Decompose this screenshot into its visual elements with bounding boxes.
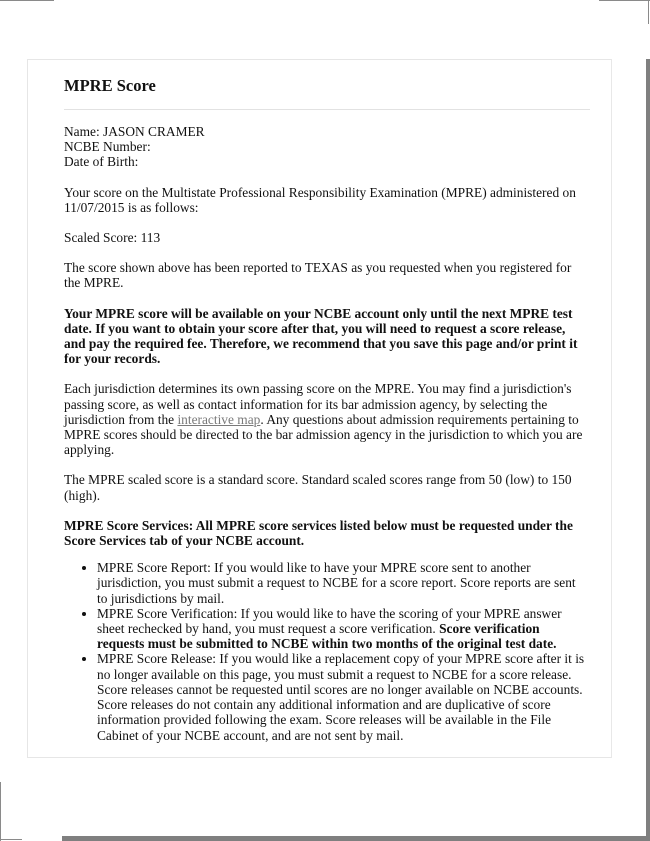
candidate-name: Name: JASON CRAMER bbox=[64, 124, 205, 139]
score-intro: Your score on the Multistate Professional Responsibility Examination (MPRE) administered on 11/07/2015 is as follows: bbox=[64, 184, 576, 215]
scan-edge bbox=[0, 0, 54, 1]
candidate-info bbox=[64, 124, 586, 170]
score-reported: The score shown above has been reported to TEXAS as you requested when you registered for the MPRE. bbox=[64, 260, 572, 291]
score-content bbox=[64, 76, 586, 743]
services-heading: MPRE Score Services: All MPRE score services listed below must be requested under the Score Services tab of your NCBE account. bbox=[64, 517, 573, 549]
services-list bbox=[64, 560, 586, 742]
service-score-report: • MPRE Score Report: If you would like to have your MPRE score sent to another jurisdiction, you must submit a request to NCBE for a score report. Score reports are sent to jurisdictions by mail. bbox=[97, 560, 586, 606]
jurisdiction-text: Each jurisdiction determines its own passing score on the MPRE. You may find a jurisdiction's passing score, as well as contact information for its bar admission agency, by selecting the jurisdiction from the bbox=[64, 381, 572, 427]
availability-notice: Your MPRE score will be available on your NCBE account only until the next MPRE test date. If you want to obtain your score after that, you will need to request a score release, and pay the required fee. Therefore, we recommend that you save this page and/or print it for your records. bbox=[64, 305, 578, 367]
jurisdiction-info bbox=[64, 381, 586, 457]
page-shadow bbox=[646, 59, 650, 841]
page-shadow bbox=[62, 836, 650, 841]
service-score-verification: • MPRE Score Verification: If you would like to have the scoring of your MPRE answer sheet rechecked by hand, you must request a score verification. Score verification requests must be submitted to NCBE within two months of the original test date. bbox=[97, 606, 586, 652]
date-of-birth: Date of Birth: bbox=[64, 154, 139, 170]
scan-edge bbox=[0, 782, 1, 841]
scan-edge bbox=[648, 0, 649, 24]
jurisdiction-text-after: . Any questions about admission requirements pertaining to MPRE scores should be directed to the bar admission agency in the jurisdiction to which you are applying. bbox=[64, 411, 583, 458]
service-score-release: • MPRE Score Release: If you would like a replacement copy of your MPRE score after it is no longer available on this page, you must submit a request to NCBE for a score release. Score releases cannot be requested until scores are no longer available on NCBE accounts. Score releases do not contain any additional information and are duplicative of score information provided following the exam. Score releases will be available in the File Cabinet of your NCBE account, and are not sent by mail. bbox=[97, 651, 586, 742]
scan-edge bbox=[599, 0, 650, 1]
interactive-map-link[interactable]: interactive map bbox=[177, 411, 261, 427]
ncbe-number: NCBE Number: bbox=[64, 139, 151, 155]
page-title: MPRE Score bbox=[64, 76, 156, 95]
scan-edge bbox=[0, 839, 22, 840]
scale-info: The MPRE scaled score is a standard score. Standard scaled scores range from 50 (low) to 150 (high). bbox=[64, 472, 572, 503]
scaled-score: Scaled Score: 113 bbox=[64, 230, 161, 246]
divider bbox=[64, 109, 590, 110]
